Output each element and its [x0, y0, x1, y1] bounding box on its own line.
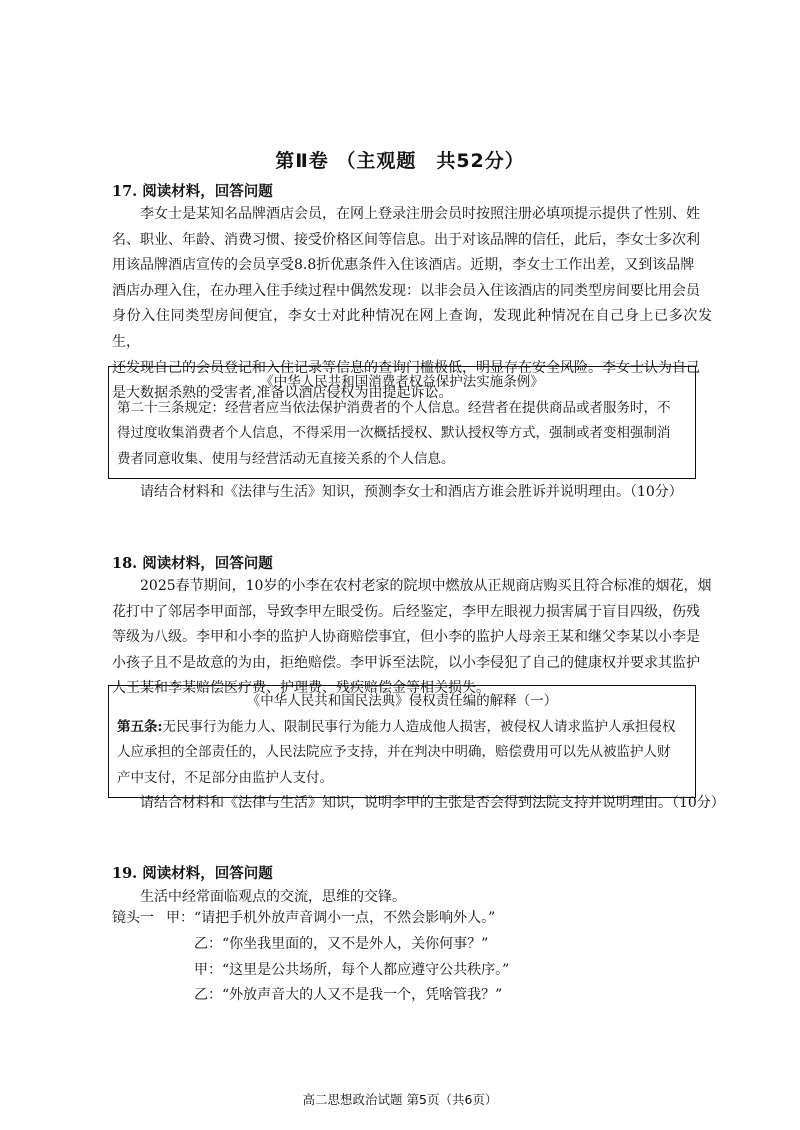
q17-law-line: 得过度收集消费者个人信息，不得采用一次概括授权、默认授权等方式，强制或者变相强制消 — [117, 425, 671, 441]
q19-lead: 生活中经常面临观点的交流，思维的交锋。 — [140, 889, 406, 905]
dialogue-line — [112, 932, 712, 958]
q17-line: 是大数据杀熟的受害者,准备以酒店侵权为由提起诉讼。 — [112, 385, 453, 402]
q18-line: 人王某和李某赔偿医疗费、护理费、残疾赔偿金等相关损失。 — [112, 680, 490, 697]
q18-law-line: 人应承担的全部责任的，人民法院应予支持，并在判决中明确，赔偿费用可以先从被监护人财 — [117, 744, 671, 760]
q18-line: 2025春节期间，10岁的小李在农村老家的院坝中燃放从正规商店购买且符合标准的烟花，烟 — [140, 578, 712, 594]
dialogue-text: 甲：“请把手机外放声音调小一点，不然会影响外人。” — [166, 910, 496, 926]
q18-heading: 18. 阅读材料，回答问题 — [112, 555, 273, 572]
q17-line: 名、职业、年龄、消费习惯、接受价格区间等信息。出于对该品牌的信任，此后，李女士多次利 — [112, 231, 700, 248]
dialogue-line — [112, 983, 712, 1009]
q18-line: 等级为八级。李甲和小李的监护人协商赔偿事宜，但小李的监护人母亲王某和继父李某以小李是 — [112, 629, 700, 646]
q17-prompt: 请结合材料和《法律与生活》知识，预测李女士和酒店方谁会胜诉并说明理由。（10分） — [140, 484, 683, 500]
dialogue-text: 乙：“外放声音大的人又不是我一个，凭啥管我？” — [194, 987, 503, 1004]
q18-law-box — [108, 685, 696, 798]
q19-dialogue — [112, 906, 712, 1009]
dialogue-line — [112, 958, 712, 984]
q17-line: 李女士是某知名品牌酒店会员，在网上登录注册会员时按照注册必填项提示提供了性别、姓 — [140, 206, 700, 222]
q18-article-label: 第五条: — [117, 718, 163, 735]
q18-material — [112, 574, 712, 702]
page-footer: 高二思想政治试题 第5页（共6页） — [302, 1092, 498, 1107]
dialogue-line — [112, 906, 712, 932]
q18-line: 小孩子且不是故意的为由，拒绝赔偿。李甲诉至法院，以小李侵犯了自己的健康权并要求其监护 — [112, 654, 700, 671]
q17-line: 身份入住同类型房间便宜，李女士对此种情况在网上查询，发现此种情况在自己身上已多次发生， — [112, 308, 712, 350]
q18-law-text — [117, 715, 687, 792]
q18-law-line: 产中支付，不足部分由监护人支付。 — [117, 769, 333, 786]
dialogue-text: 甲：“这里是公共场所，每个人都应遵守公共秩序。” — [194, 961, 510, 978]
q18-prompt: 请结合材料和《法律与生活》知识，说明李甲的主张是否会得到法院支持并说明理由。（10分） — [140, 795, 725, 811]
q18-law-title: 《中华人民共和国民法典》侵权责任编的解释（一） — [246, 693, 558, 709]
q17-law-text — [117, 396, 687, 473]
q17-law-line: 第二十三条规定：经营者应当依法保护消费者的个人信息。经营者在提供商品或者服务时，不 — [117, 399, 671, 416]
q17-line: 酒店办理入住，在办理入住手续过程中偶然发现：以非会员入住该酒店的同类型房间要比用会员 — [112, 282, 700, 299]
q17-law-title: 《中华人民共和国消费者权益保护法实施条例》 — [260, 374, 544, 390]
q18-law-line: 无民事行为能力人、限制民事行为能力人造成他人损害，被侵权人请求监护人承担侵权 — [162, 718, 676, 735]
q17-law-line: 费者同意收集、使用与经营活动无直接关系的个人信息。 — [117, 450, 455, 467]
q17-law-box — [108, 366, 696, 479]
q18-line: 花打中了邻居李甲面部，导致李甲左眼受伤。后经鉴定，李甲左眼视力损害属于盲目四级，伤残 — [112, 603, 700, 620]
q17-line: 用该品牌酒店宣传的会员享受8.8折优惠条件入住该酒店。近期，李女士工作出差，又到该品牌 — [112, 257, 695, 274]
section-title: 第Ⅱ卷 （主观题 共52分） — [275, 150, 525, 172]
q19-heading: 19. 阅读材料，回答问题 — [112, 865, 273, 882]
q17-line: 还发现自己的会员登记和入住记录等信息的查询门槛极低，明显存在安全风险。李女士认为自己 — [112, 359, 700, 376]
dialogue-text: 乙：“你坐我里面的，又不是外人，关你何事？” — [194, 935, 489, 952]
shot-label: 镜头一 — [112, 910, 154, 926]
q17-heading: 17. 阅读材料，回答问题 — [112, 183, 273, 200]
